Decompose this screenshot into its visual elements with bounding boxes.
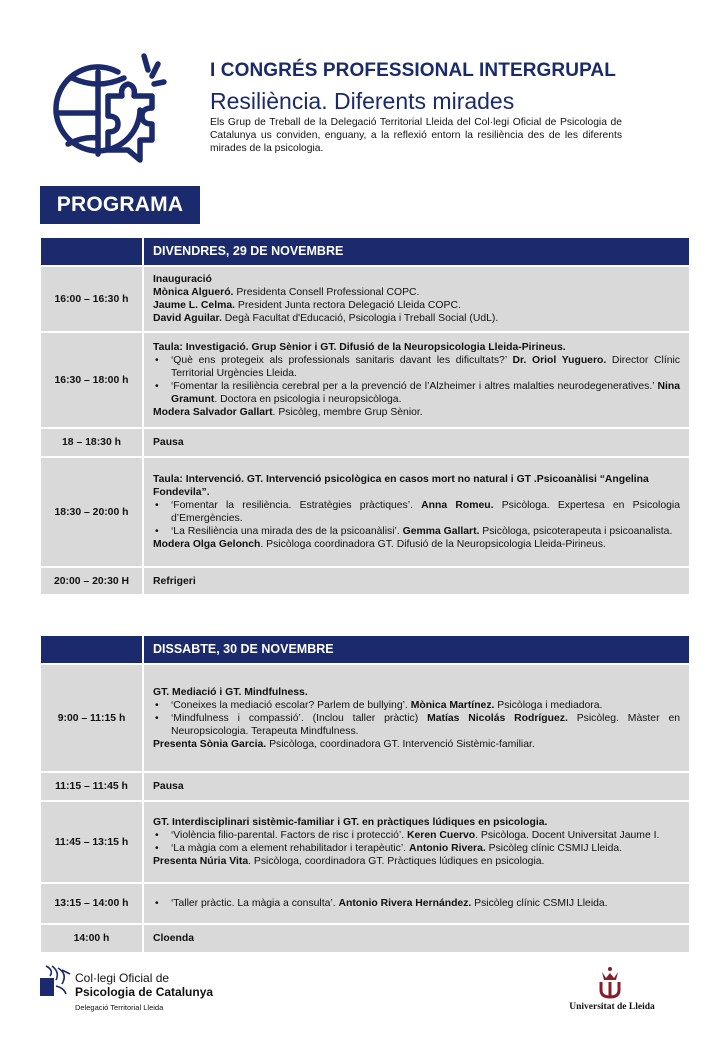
moderator-role: . Psicòloga coordinadora GT. Difusió de la Neuropsicologia Lleida-Pirineus. [260,539,606,550]
session-details [143,801,690,883]
session-title: Pausa [143,428,690,457]
table-row [40,772,690,801]
schedule-table-day1 [39,236,691,596]
session-title: GT. Mediació i GT. Mindfulness. [153,686,308,698]
talk-title: ‘La màgia com a element rehabilitador i terapèutic’. [171,843,409,854]
talk-item [153,829,680,842]
session-title: GT. Interdisciplinari sistèmic-familiar i GT. en pràctiques lúdiques en psicologia. [153,817,548,828]
talk-item [153,354,680,380]
session-title: Refrigeri [143,567,690,595]
intro-text: Els Grup de Treball de la Delegació Territorial Lleida del Col·legi Oficial de Psicologia de Catalunya us conviden, enguany, a la reflexió entorn la resiliència des de les diferents mirades de la psicologia. [210,117,622,154]
session-time: 16:30 – 18:00 h [40,332,143,428]
talk-item [153,897,680,910]
speaker-line [153,299,680,312]
copc-logo-icon [40,964,72,998]
presenter-role: Psicòloga, coordinadora GT. Intervenció Sistèmic-familiar. [266,738,535,750]
speaker-name: Matías Nicolás Rodríguez. [427,712,568,724]
speaker-role: Director Clínic Territorial Urgències Lleida. [171,355,680,379]
speaker-role: Psicòleg clínic CSMIJ Lleida. [471,898,608,909]
speaker-name: Anna Romeu. [421,500,494,511]
speaker-name: Antonio Rivera. [408,843,486,854]
speaker-role: Presidenta Consell Professional COPC. [233,287,420,298]
speaker-name: Keren Cuervo [407,830,476,841]
moderator-name: Modera Salvador Gallart [153,407,273,418]
session-details [143,664,690,772]
session-title: Inauguració [153,274,212,285]
speaker-role: Psicòleg clínic CSMIJ Lleida. [485,843,623,854]
speaker-name: Dr. Oriol Yuguero. [512,355,607,366]
session-details [143,883,690,924]
talk-item [153,842,680,855]
session-time: 13:15 – 14:00 h [40,883,143,924]
session-time: 14:00 h [40,924,143,953]
table-row [40,428,690,457]
table-row [40,567,690,595]
header-spacer [40,237,143,266]
presenter-name: Presenta Núria Vita [153,856,249,867]
speaker-name: Nina Gramunt [171,381,680,405]
talk-item [153,380,680,406]
talk-title: ‘Taller pràctic. La màgia a consulta’. [171,898,339,909]
talk-title: ‘Mindfulness i compassió’. (Inclou taller pràctic) [171,712,428,724]
moderator-line [153,538,680,551]
congress-subtitle: Resiliència. Diferents mirades [210,88,515,114]
speaker-role: Psicòleg. Màster en Neuropsicologia. Terapeuta Mindfulness. [171,712,680,737]
session-time: 18:30 – 20:00 h [40,457,143,567]
copc-delegation: Delegació Territorial Lleida [75,1003,164,1012]
moderator-name: Modera Olga Gelonch [153,539,261,550]
moderator-role: . Psicòleg, membre Grup Sènior. [272,407,423,418]
session-title: Cloenda [143,924,690,953]
table-row [40,457,690,567]
day-header-row [40,237,690,266]
table-row [40,332,690,428]
speaker-role: Psicòloga i mediadora. [494,699,603,711]
speaker-role: Degà Facultat d'Educació, Psicologia i Treball Social (UdL). [221,313,499,324]
copc-name-line2: Psicologia de Catalunya [75,985,214,999]
speaker-role: President Junta rectora Delegació Lleida COPC. [235,300,461,311]
speaker-line [153,286,680,299]
talk-title: ‘Què ens protegeix als professionals sanitaris davant les dificultats?’ [171,355,513,366]
table-row [40,266,690,332]
talk-title: ‘La Resiliència una mirada des de la psicoanàlisi’. [171,526,403,537]
presenter-line [153,738,680,751]
day-header: DIVENDRES, 29 DE NOVEMBRE [143,237,690,266]
session-details [143,332,690,428]
session-time: 9:00 – 11:15 h [40,664,143,772]
presenter-line [153,855,680,868]
session-time: 16:00 – 16:30 h [40,266,143,332]
session-time: 11:45 – 13:15 h [40,801,143,883]
session-time: 18 – 18:30 h [40,428,143,457]
session-title: Taula: Intervenció. GT. Intervenció psicològica en casos mort no natural i GT .Psicoanàlisi “Angelina Fondevila”. [153,474,649,498]
speaker-name: Jaume L. Celma. [153,300,236,311]
talk-item [153,699,680,712]
moderator-line [153,406,680,419]
speaker-name: Antonio Rivera Hernández. [338,898,472,909]
speaker-role: . Psicòloga. Docent Universitat Jaume I. [475,830,660,841]
session-time: 20:00 – 20:30 H [40,567,143,595]
talk-item [153,525,680,538]
talk-item [153,712,680,738]
speaker-role: Psicòloga. Expertesa en Psicologia d’Emergències. [171,500,681,524]
talk-title: ‘Coneixes la mediació escolar? Parlem de bullying’. [171,699,411,711]
talk-item [153,499,680,525]
day-header-row [40,635,690,664]
presenter-role: . Psicòloga, coordinadora GT. Pràctiques lúdiques en psicologia. [248,856,545,867]
table-row [40,883,690,924]
table-row [40,664,690,772]
table-row [40,801,690,883]
udl-name: Universitat de Lleida [569,1002,655,1012]
session-details [143,457,690,567]
header-spacer [40,635,143,664]
schedule-table-day2 [39,634,691,954]
talk-title: ‘Fomentar la resiliència cerebral per a la prevenció de l’Alzheimer i altres malalties neurodegeneratives.’ [171,381,658,392]
day-header: DISSABTE, 30 DE NOVEMBRE [143,635,690,664]
udl-logo-icon [596,966,624,1000]
copc-name-line1: Col·legi Oficial de [75,971,170,985]
speaker-line [153,312,680,325]
speaker-name: Mònica Algueró. [153,287,234,298]
session-time: 11:15 – 11:45 h [40,772,143,801]
talk-title: ‘Fomentar la resiliència. Estratègies pràctiques’. [171,500,422,511]
table-row [40,924,690,953]
speaker-role: . Doctora en psicologia i neuropsicòloga. [214,394,402,405]
speaker-name: Mònica Martínez. [410,699,495,711]
talk-title: ‘Violència filio-parental. Factors de risc i protecció’. [171,830,408,841]
session-title: Pausa [143,772,690,801]
speaker-role: Psicòloga, psicoterapeuta i psicoanalista. [479,526,673,537]
session-details [143,266,690,332]
programa-label: PROGRAMA [40,186,200,224]
session-title: Taula: Investigació. Grup Sènior i GT. Difusió de la Neuropsicologia Lleida-Pirineus. [153,342,566,353]
speaker-name: Gemma Gallart. [402,526,480,537]
congress-title: I CONGRÉS PROFESSIONAL INTERGRUPAL [210,60,616,81]
presenter-name: Presenta Sònia Garcia. [153,738,267,750]
congress-logo-icon [48,44,174,174]
speaker-name: David Aguilar. [153,313,222,324]
